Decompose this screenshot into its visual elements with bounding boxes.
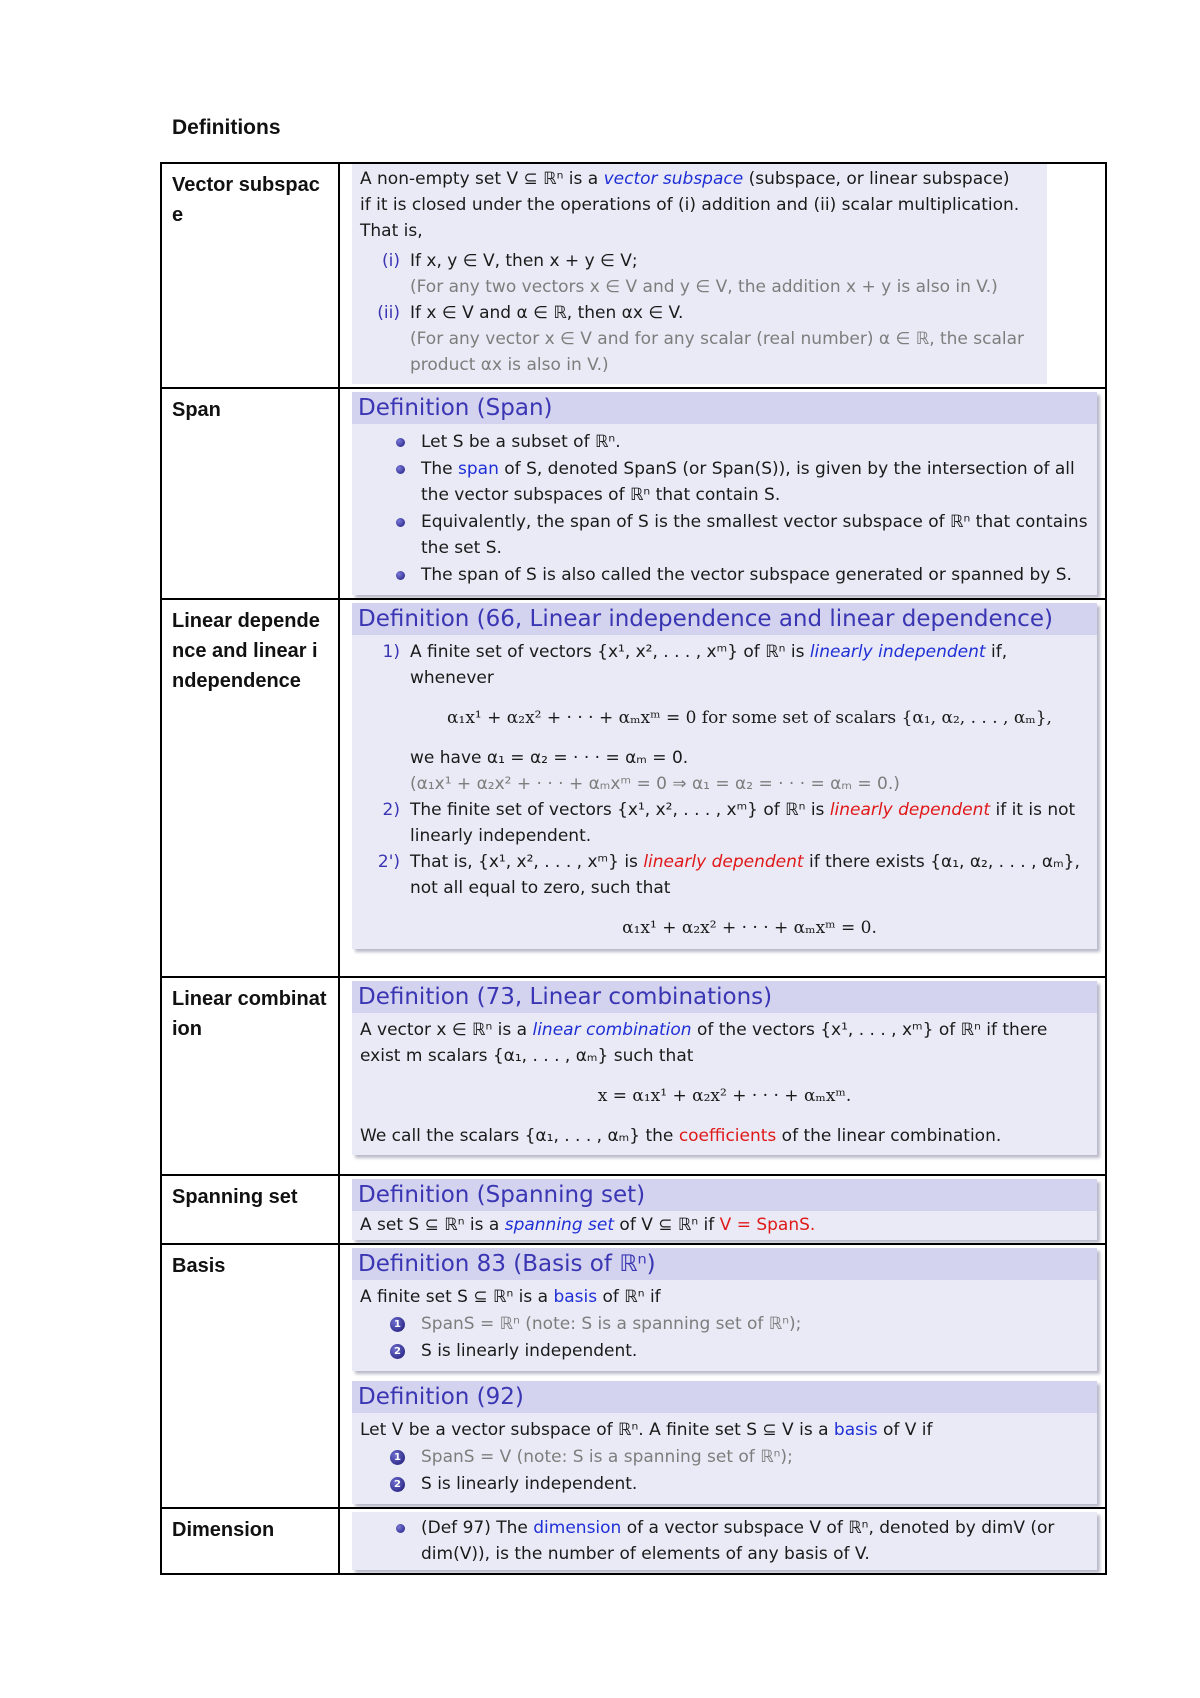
lc-equation: x = α₁x¹ + α₂x² + · · · + αₘxᵐ. (597, 1086, 852, 1106)
row-dimension (161, 1508, 1106, 1574)
span-bullet-4: The span of S is also called the vector subspace generated or spanned by S. (360, 562, 1089, 588)
ld-equation-2: α₁x¹ + α₂x² + · · · + αₘxᵐ = 0. (622, 918, 877, 938)
basis-v-item-2: 2 S is linearly independent. (360, 1471, 1089, 1497)
vs-item-ii (360, 300, 1039, 378)
vs-item-i (360, 248, 1039, 300)
number-2-icon: 2 (390, 1477, 405, 1492)
vs-intro-tail: (subspace, or linear subspace) (743, 169, 1010, 189)
dimension-definition (352, 1512, 1097, 1570)
vs-item-i-text: If x, y ∈ V, then x + y ∈ V; (410, 251, 638, 271)
ld-item-1: 1) A finite set of vectors {x¹, x², . . . , xᵐ} of ℝⁿ is linearly independent if, whenever α₁x¹ + α₂x² + · · · + αₘxᵐ = 0 for some set of scalars {α₁, α₂, . . . , αₘ}, we have α₁ = α₂ = · · · = αₘ = 0. (α₁x¹ + α₂x² + · · · + αₘxᵐ = 0 ⇒ α₁ = α₂ = · · · = αₘ = 0.) (360, 639, 1089, 797)
term-basis: Basis (161, 1244, 339, 1508)
term-linear-dependence: Linear dependence and linear independence (161, 599, 339, 977)
linear-dependence-title: Definition (66, Linear independence and linear dependence) (352, 603, 1097, 635)
ld-item-2prime: 2') That is, {x¹, x², . . . , xᵐ} is linearly dependent if there exists {α₁, α₂, . . . , αₘ}, not all equal to zero, such that α₁x¹ + α₂x² + · · · + αₘxᵐ = 0. (360, 849, 1089, 943)
vs-that-is: That is, (360, 221, 423, 241)
term-spanning-set: Spanning set (161, 1175, 339, 1244)
span-bullet-1: Let S be a subset of ℝⁿ. (360, 429, 1089, 455)
ld-equation-1: α₁x¹ + α₂x² + · · · + αₘxᵐ = 0 for some set of scalars {α₁, α₂, . . . , αₘ}, (447, 708, 1052, 728)
basis-rn-title: Definition 83 (Basis of ℝⁿ) (352, 1248, 1097, 1280)
linear-dependence-definition (352, 603, 1097, 949)
span-bullet-3: Equivalently, the span of S is the smallest vector subspace of ℝⁿ that contains the set S. (360, 509, 1089, 561)
basis-v-definition: Definition (92) Let V be a vector subspace of ℝⁿ. A finite set S ⊆ V is a basis of V if 1 SpanS = V (note: S is a spanning set of ℝⁿ); 2 S is linearly independent. (352, 1381, 1097, 1504)
term-span: Span (161, 388, 339, 599)
term-linear-combination: Linear combination (161, 977, 339, 1175)
spanning-set-definition: Definition (Spanning set) A set S ⊆ ℝⁿ is a spanning set of V ⊆ ℝⁿ if V = SpanS. (352, 1179, 1097, 1240)
vs-intro: A non-empty set V ⊆ ℝⁿ is a (360, 169, 604, 189)
term-vector-subspace: Vector subspace (161, 163, 339, 388)
span-bullet-2: The span of S, denoted SpanS (or Span(S)), is given by the intersection of all the vector subspaces of ℝⁿ that contain S. (360, 456, 1089, 508)
row-vector-subspace (161, 163, 1106, 388)
row-basis (161, 1244, 1106, 1508)
term-dimension: Dimension (161, 1508, 339, 1574)
number-2-icon: 2 (390, 1344, 405, 1359)
linear-combination-definition: Definition (73, Linear combinations) A vector x ∈ ℝⁿ is a linear combination of the vectors {x¹, . . . , xᵐ} of ℝⁿ if there exist m scalars {α₁, . . . , αₘ} such that x = α₁x¹ + α₂x² + · · · + αₘxᵐ. We call the scalars {α₁, . . . , αₘ} the coefficients of the linear combination. (352, 981, 1097, 1155)
spanning-set-title: Definition (Spanning set) (352, 1179, 1097, 1211)
linear-combination-title: Definition (73, Linear combinations) (352, 981, 1097, 1013)
bullet-icon (396, 1524, 405, 1533)
bullet-icon (396, 571, 405, 580)
definitions-table (160, 162, 1107, 1575)
basis-rn-item-2: 2 S is linearly independent. (360, 1338, 1089, 1364)
bullet-icon (396, 518, 405, 527)
vs-item-i-note: (For any two vectors x ∈ V and y ∈ V, the addition x + y is also in V.) (410, 277, 998, 297)
row-linear-combination (161, 977, 1106, 1175)
vs-item-ii-label: (ii) (377, 303, 400, 323)
row-span (161, 388, 1106, 599)
bullet-icon (396, 438, 405, 447)
ld-item-2: 2) The finite set of vectors {x¹, x², . . . , xᵐ} of ℝⁿ is linearly dependent if it is not linearly independent. (382, 800, 1076, 846)
span-definition (352, 392, 1097, 595)
vs-closed-text: if it is closed under the operations of (i) addition and (ii) scalar multiplication. (360, 195, 1020, 215)
dimension-bullet: (Def 97) The dimension of a vector subspace V of ℝⁿ, denoted by dimV (or dim(V)), is the number of elements of any basis of V. (360, 1515, 1089, 1567)
bullet-icon (396, 465, 405, 474)
vs-term-link: vector subspace (603, 169, 744, 189)
row-linear-dependence (161, 599, 1106, 977)
row-spanning-set (161, 1175, 1106, 1244)
vs-item-ii-text: If x ∈ V and α ∈ ℝ, then αx ∈ V. (410, 303, 684, 323)
vs-item-ii-note: (For any vector x ∈ V and for any scalar (real number) α ∈ ℝ, the scalar product αx is also in V.) (410, 329, 1025, 375)
number-1-icon: 1 (390, 1450, 405, 1465)
page-heading: Definitions (172, 116, 281, 139)
vs-item-i-label: (i) (382, 251, 400, 271)
basis-rn-definition: Definition 83 (Basis of ℝⁿ) A finite set S ⊆ ℝⁿ is a basis of ℝⁿ if 1 SpanS = ℝⁿ (note: S is a spanning set of ℝⁿ); 2 S is linearly independent. (352, 1248, 1097, 1371)
basis-rn-item-1: 1 SpanS = ℝⁿ (note: S is a spanning set of ℝⁿ); (360, 1311, 1089, 1337)
basis-v-title: Definition (92) (352, 1381, 1097, 1413)
basis-v-item-1: 1 SpanS = V (note: S is a spanning set of ℝⁿ); (360, 1444, 1089, 1470)
span-title: Definition (Span) (352, 392, 1097, 424)
number-1-icon: 1 (390, 1317, 405, 1332)
vector-subspace-definition (352, 164, 1047, 384)
